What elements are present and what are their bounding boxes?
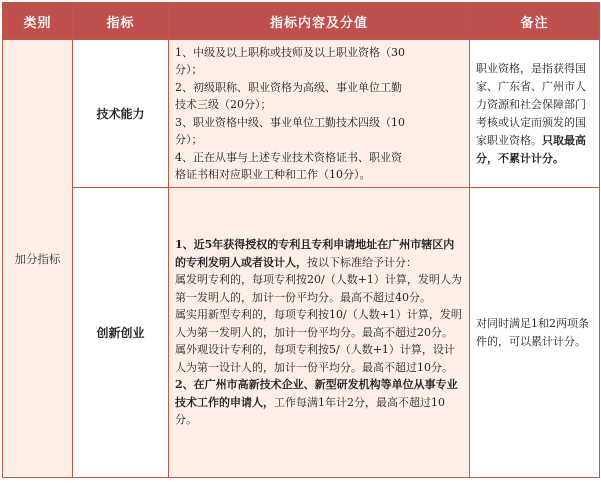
header-content: 指标内容及分值 xyxy=(169,3,470,40)
content-line: 2、初级职称、职业资格为高级、事业单位工勤 xyxy=(175,80,402,94)
note-cell xyxy=(470,188,600,478)
content-line: 分）； xyxy=(175,63,203,76)
table-row xyxy=(3,40,600,188)
content-line: 属发明专利的，每项专利按20/（人数+1）计算，发明人为第一发明人的，加计一份平均分。最高不超过40分。 xyxy=(175,273,462,304)
item1-heading: 1、近5年获得授权的专利且专利申请地址在广州市辖区内的专利发明人或者设计人， xyxy=(175,238,455,269)
content-line: 属外观设计专利的，每项专利按5/（人数+1）计算，设计人为第一设计人的，加计一份平均分。最高不超过10分。 xyxy=(175,343,455,374)
header-note: 备注 xyxy=(470,3,600,40)
content-cell xyxy=(169,188,470,478)
header-category: 类别 xyxy=(3,3,73,40)
item2-rest: 工作每满1年计2分，最高不超过10分。 xyxy=(175,395,445,427)
indicator-label: 技术能力 xyxy=(96,107,145,121)
content-line: 技术三级（20分）； xyxy=(175,98,272,111)
content-line: 3、职业资格中级、事业单位工勤技术四级（10 xyxy=(175,115,405,129)
content-cell xyxy=(169,40,470,188)
content-line: 属实用新型专利的，每项专利按10/（人数+1）计算，发明人为第一发明人的，加计一份平均分。最高不超过20分。 xyxy=(175,308,462,339)
indicator-cell xyxy=(73,40,169,188)
table-row xyxy=(3,188,600,478)
note-text: 职业资格，是指获得国家、广东省、广州市人力资源和社会保障部门考核或认定而颁发的国家职业资格。 xyxy=(476,61,586,147)
item2-heading: 2、在广州市高新技术企业、新型研发机构等单位从事专业技术工作的申请人， xyxy=(175,378,458,409)
note-text: 对同时满足1和2两项条件的，可以累计计分。 xyxy=(476,316,589,348)
note-cell xyxy=(470,40,600,188)
content-line: 1、中级及以上职称或技师及以上职业资格（30 xyxy=(175,45,405,59)
content-line: 分）； xyxy=(175,133,203,146)
indicator-cell xyxy=(73,188,169,478)
indicator-label: 创新创业 xyxy=(96,326,145,340)
table-header-row xyxy=(3,3,600,40)
score-table-wrapper xyxy=(2,2,599,482)
category-label: 加分指标 xyxy=(14,251,61,266)
header-indicator: 指标 xyxy=(73,3,169,40)
content-line: 4、正在从事与上述专业技术资格证书、职业资 xyxy=(175,150,402,164)
item1-rest: 按以下标准给予计分： xyxy=(307,255,417,269)
content-line: 格证书相对应职业工种和工作（10分）。 xyxy=(175,168,371,181)
bonus-score-table xyxy=(2,2,600,478)
category-cell xyxy=(3,40,73,478)
note-emphasis: 只取最高分，不累计计分。 xyxy=(476,133,586,165)
